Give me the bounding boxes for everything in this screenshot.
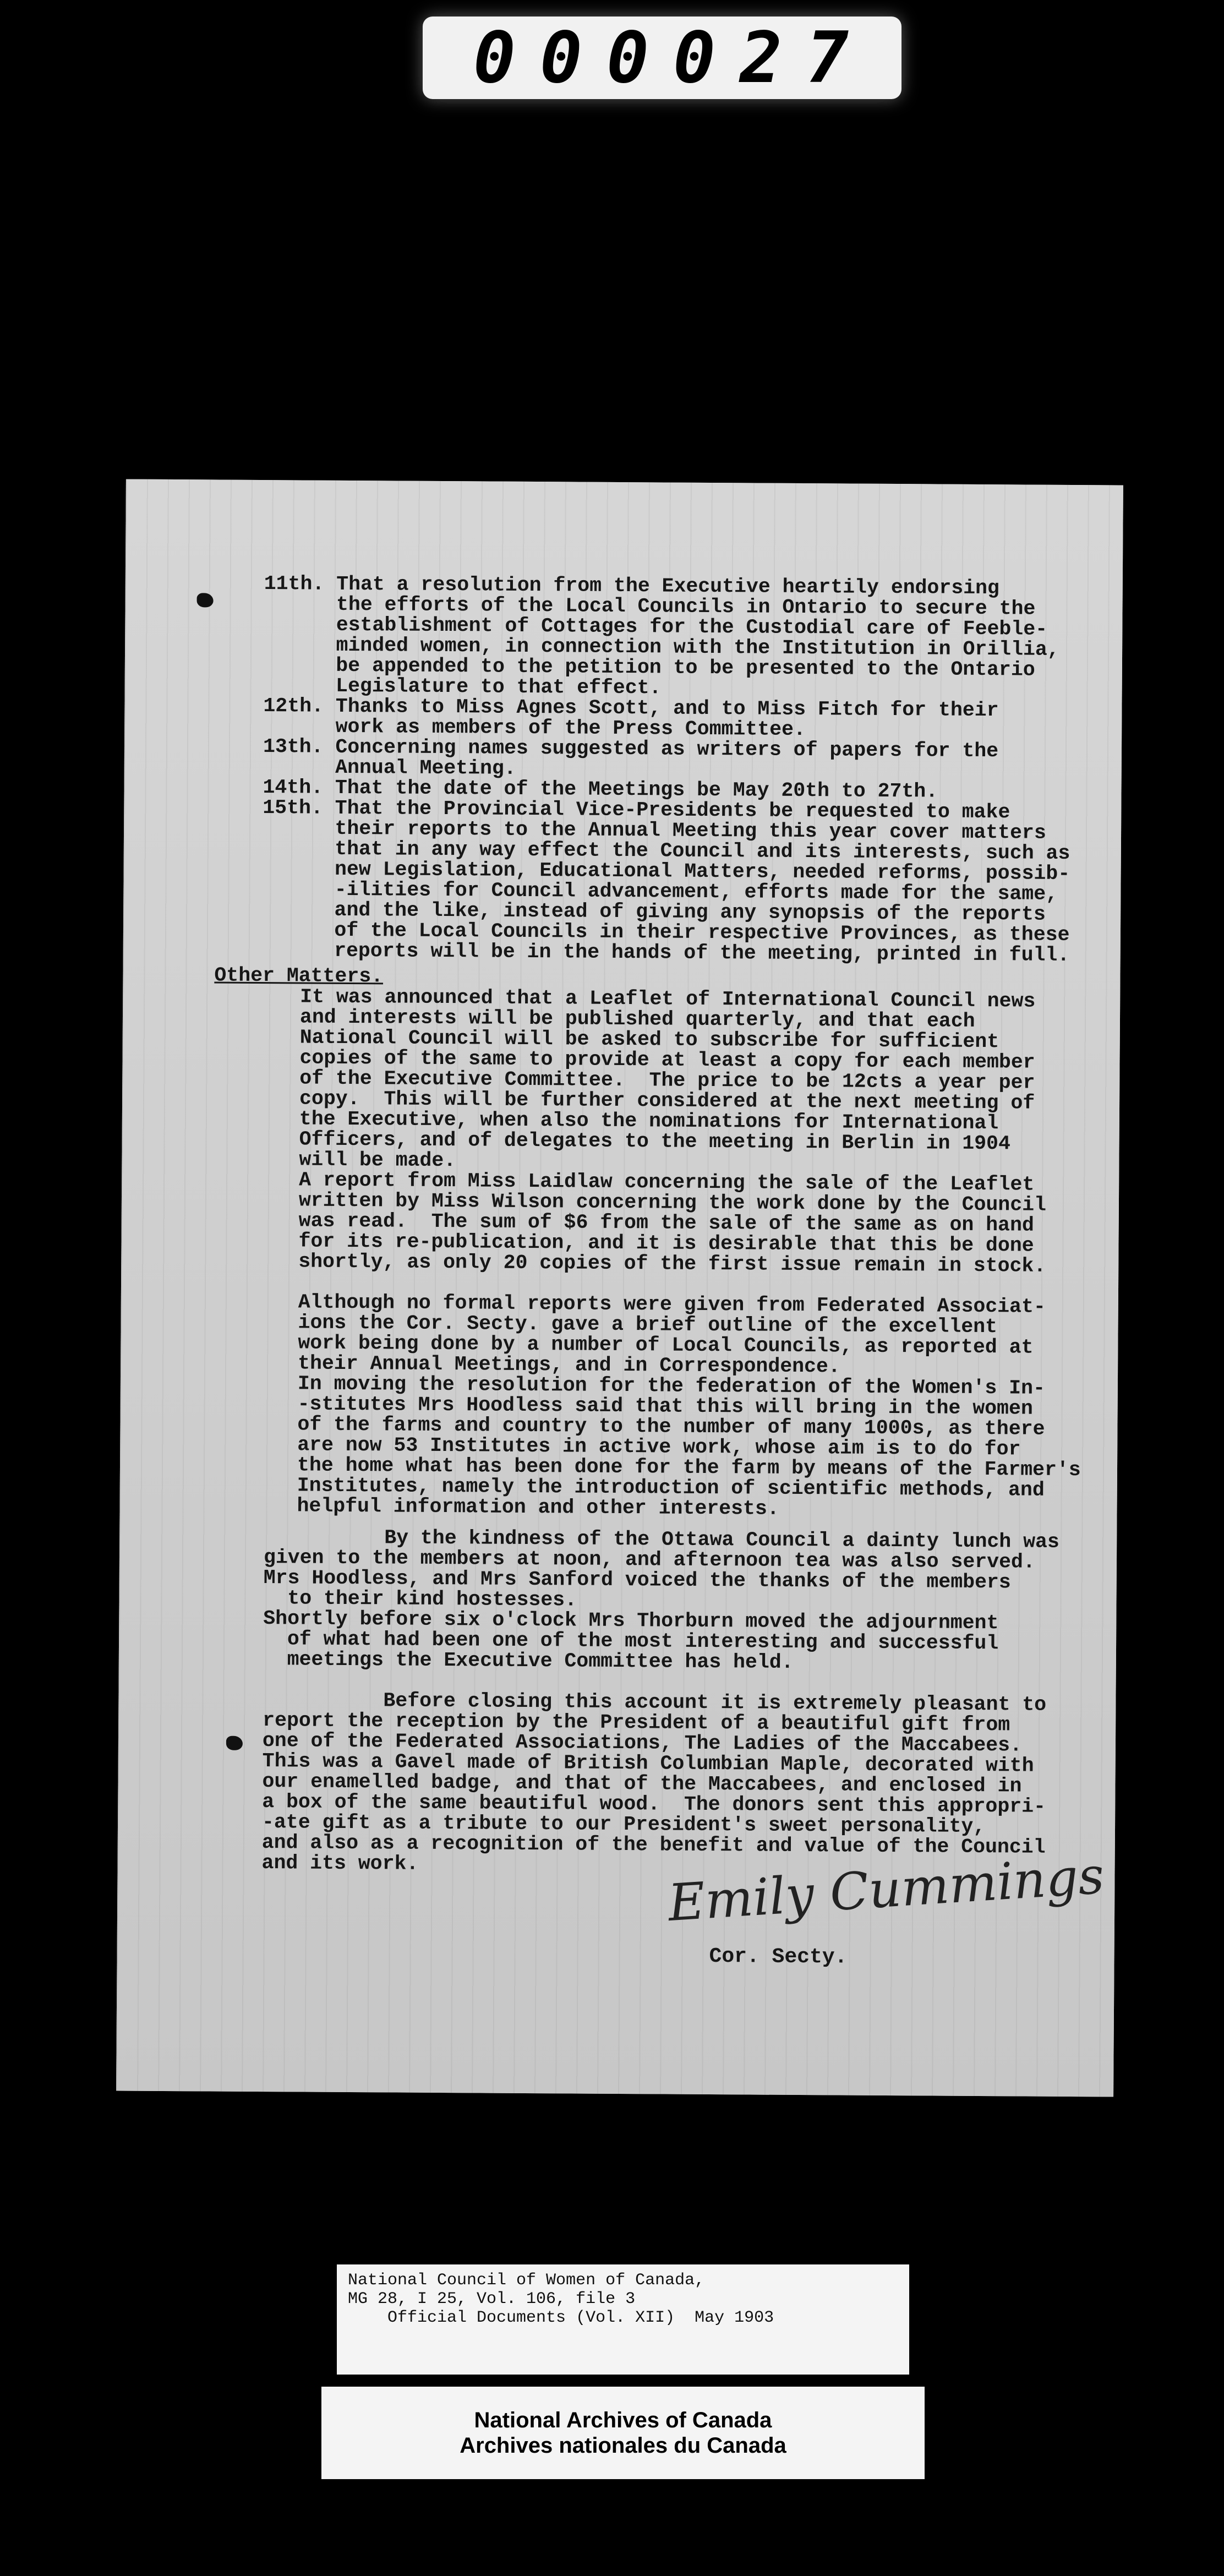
ink-mark <box>197 593 214 607</box>
resolution-items <box>262 574 1072 965</box>
text-line: Although no formal reports were given from Federated Associat- <box>298 1291 1046 1318</box>
text-line: of the Executive Committee. The price to be 12cts a year per <box>299 1067 1035 1094</box>
text-line: of what had been one of the most interesting and successful <box>263 1628 999 1655</box>
text-line: of the Local Councils in their respective Provinces, as these <box>261 919 1070 946</box>
closing-text <box>261 1527 1059 1878</box>
text-line: one of the Federated Associations, The Ladies of the Maccabees. <box>262 1729 1023 1757</box>
frame-number-banner <box>423 17 901 99</box>
text-line: shortly, as only 20 copies of the first issue remain in stock. <box>298 1250 1046 1278</box>
text-line: Annual Meeting. <box>263 756 516 780</box>
text-line: written by Miss Wilson concerning the work done by the Council <box>298 1189 1047 1216</box>
text-line: given to the members at noon, and afternoon tea was also served. <box>263 1546 1035 1574</box>
text-line: 14th. That the date of the Meetings be May 20th to 27th. <box>263 776 938 803</box>
document-page <box>116 479 1123 2097</box>
text-line: copy. This will be further considered at the next meeting of <box>299 1087 1035 1115</box>
other-matters-heading: Other Matters. <box>214 964 384 988</box>
text-line: 12th. Thanks to Miss Agnes Scott, and to Miss Fitch for their <box>263 695 999 722</box>
other-matters-text <box>297 986 1084 1521</box>
text-line: and interests will be published quarterly, and that each <box>299 1006 975 1033</box>
text-line: It was announced that a Leaflet of International Council news <box>300 985 1036 1013</box>
text-line: of the farms and country to the number of many 1000s, as there <box>297 1413 1045 1440</box>
text-line: In moving the resolution for the federation of the Women's In- <box>297 1372 1046 1400</box>
archive-stamp-french: Archives nationales du Canada <box>460 2433 786 2458</box>
text-line: a box of the same beautiful wood. The donors sent this appropri- <box>262 1791 1046 1818</box>
text-line: the efforts of the Local Councils in Ontario to secure the <box>264 593 1036 620</box>
text-line: their Annual Meetings, and in Correspondence. <box>298 1352 840 1378</box>
text-line: Legislature to that effect. <box>263 674 662 700</box>
text-line: their reports to the Annual Meeting this year cover matters <box>262 817 1046 844</box>
label-line: MG 28, I 25, Vol. 106, file 3 <box>348 2290 636 2308</box>
text-line: be appended to the petition to be presented to the Ontario <box>263 654 1035 681</box>
text-line: copies of the same to provide at least a copy for each member <box>299 1046 1035 1074</box>
text-line: for its re-publication, and it is desirable that this be done <box>298 1230 1034 1257</box>
text-line: helpful information and other interests. <box>297 1494 779 1520</box>
text-line: work being done by a number of Local Councils, as reported at <box>298 1331 1034 1359</box>
text-line: -stitutes Mrs Hoodless said that this will bring in the women <box>297 1393 1033 1420</box>
archive-stamp <box>321 2387 925 2479</box>
text-line: are now 53 Institutes in active work, whose aim is to do for <box>297 1433 1021 1461</box>
signature-title: Cor. Secty. <box>709 1945 848 1969</box>
text-line: report the reception by the President of a beautiful gift from <box>263 1709 1010 1737</box>
text-line: will be made. <box>299 1148 456 1172</box>
text-line: 13th. Concerning names suggested as writers of papers for the <box>263 735 999 763</box>
ink-mark <box>226 1736 243 1750</box>
text-line: Mrs Hoodless, and Mrs Sanford voiced the thanks of the members <box>263 1567 1011 1594</box>
archive-stamp-english: National Archives of Canada <box>474 2408 772 2432</box>
text-line: -ate gift as a tribute to our President's sweet personality, <box>261 1811 986 1838</box>
label-line: National Council of Women of Canada, <box>348 2271 705 2290</box>
text-line: and its work. <box>261 1852 419 1875</box>
text-line: minded women, in connection with the Institution in Orillia, <box>264 634 1059 661</box>
text-line: that in any way effect the Council and its interests, such as <box>262 837 1070 865</box>
text-line: reports will be in the hands of the meeting, printed in full. <box>261 939 1070 967</box>
frame-number: 000027 <box>473 17 873 99</box>
text-line: meetings the Executive Committee has held. <box>263 1648 794 1674</box>
text-line: -ilities for Council advancement, efforts made for the same, <box>262 878 1058 905</box>
text-line: to their kind hostesses. <box>263 1587 577 1612</box>
signature: Emily Cummings <box>666 1846 1106 1933</box>
text-line: and also as a recognition of the benefit and value of the Council <box>261 1831 1046 1859</box>
text-line: Institutes, namely the introduction of scientific methods, and <box>297 1474 1045 1502</box>
text-line: National Council will be asked to subscribe for sufficient <box>299 1026 999 1054</box>
text-line: This was a Gavel made of British Columbian Maple, decorated with <box>262 1750 1034 1777</box>
text-line: was read. The sum of $6 from the sale of the same as on hand <box>298 1209 1034 1237</box>
text-line: new Legislation, Educational Matters, needed reforms, possib- <box>262 858 1070 885</box>
text-line: 15th. That the Provincial Vice-Presidents be requested to make <box>263 796 1010 824</box>
text-line: our enamelled badge, and that of the Maccabees, and enclosed in <box>262 1770 1022 1798</box>
text-line: work as members of the Press Committee. <box>263 715 806 741</box>
text-line: and the like, instead of giving any synopsis of the reports <box>262 898 1046 926</box>
text-line: establishment of Cottages for the Custodial care of Feeble- <box>264 613 1048 641</box>
label-line: Official Documents (Vol. XII) May 1903 <box>348 2308 774 2327</box>
text-line: Before closing this account it is extremely pleasant to <box>263 1689 1047 1716</box>
text-line: the Executive, when also the nominations for International <box>299 1107 999 1135</box>
text-line: 11th. That a resolution from the Executive heartily endorsing <box>264 572 1000 600</box>
archive-reference-label <box>337 2264 909 2375</box>
text-line: By the kindness of the Ottawa Council a dainty lunch was <box>264 1526 1059 1553</box>
text-line: Shortly before six o'clock Mrs Thorburn moved the adjournment <box>263 1607 999 1635</box>
text-line: the home what has been done for the farm by means of the Farmer's <box>297 1454 1081 1482</box>
text-line: A report from Miss Laidlaw concerning the sale of the Leaflet <box>299 1169 1035 1196</box>
text-line: ions the Cor. Secty. gave a brief outline of the excellent <box>298 1311 998 1339</box>
text-line: Officers, and of delegates to the meeting in Berlin in 1904 <box>299 1128 1011 1155</box>
